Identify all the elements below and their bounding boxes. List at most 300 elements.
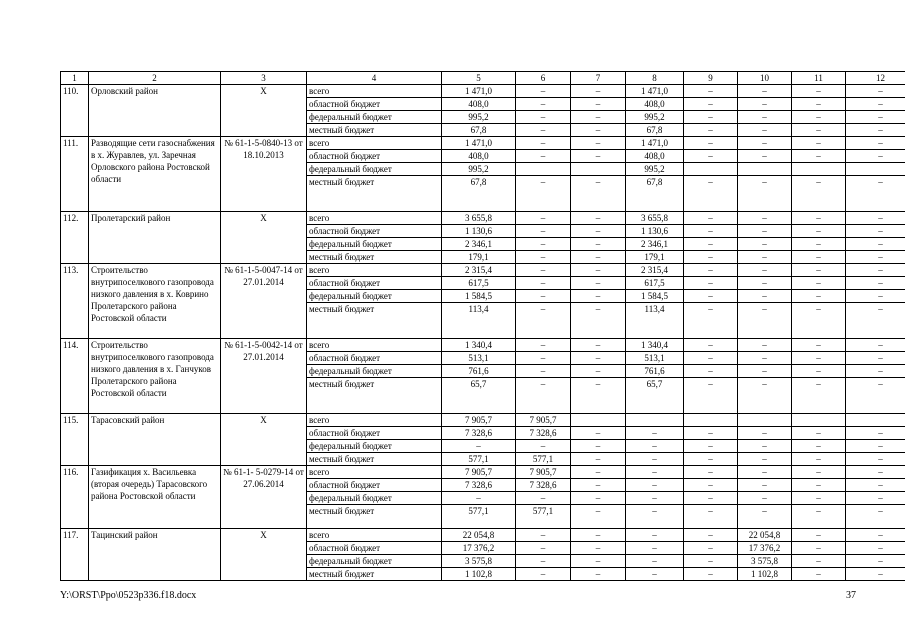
amount-cell: –: [516, 111, 571, 124]
funding-source: местный бюджет: [307, 303, 442, 339]
amount-cell: –: [684, 352, 738, 365]
funding-source: местный бюджет: [307, 251, 442, 264]
table-body: [61, 72, 905, 581]
amount-cell: 408,0: [626, 98, 684, 111]
amount-cell: –: [516, 150, 571, 163]
row-number: 115.: [61, 414, 89, 466]
row-number: 112.: [61, 212, 89, 264]
amount-cell: –: [738, 238, 792, 251]
amount-cell: –: [792, 365, 846, 378]
amount-cell: –: [684, 440, 738, 453]
object-name: Тацинский район: [89, 529, 221, 581]
amount-cell: 513,1: [626, 352, 684, 365]
row-number: 116.: [61, 466, 89, 529]
funding-source: всего: [307, 264, 442, 277]
amount-cell: [792, 163, 846, 176]
funding-source: областной бюджет: [307, 277, 442, 290]
amount-cell: –: [792, 124, 846, 137]
amount-cell: –: [792, 440, 846, 453]
amount-cell: 1 340,4: [626, 339, 684, 352]
funding-source: федеральный бюджет: [307, 492, 442, 505]
amount-cell: –: [571, 555, 626, 568]
funding-source: федеральный бюджет: [307, 440, 442, 453]
funding-source: областной бюджет: [307, 542, 442, 555]
amount-cell: –: [738, 453, 792, 466]
funding-source: областной бюджет: [307, 150, 442, 163]
amount-cell: –: [684, 479, 738, 492]
column-number: 9: [684, 72, 738, 85]
column-number: 4: [307, 72, 442, 85]
funding-source: местный бюджет: [307, 505, 442, 529]
amount-cell: –: [626, 555, 684, 568]
amount-cell: –: [684, 453, 738, 466]
amount-cell: 22 054,8: [442, 529, 516, 542]
amount-cell: –: [684, 111, 738, 124]
amount-cell: –: [792, 339, 846, 352]
amount-cell: 1 102,8: [442, 568, 516, 581]
footer-file-path: Y:\ORST\Ppo\0523p336.f18.docx: [60, 590, 197, 601]
amount-cell: 65,7: [626, 378, 684, 414]
amount-cell: –: [738, 111, 792, 124]
amount-cell: –: [571, 290, 626, 303]
amount-cell: –: [846, 212, 905, 225]
amount-cell: –: [516, 365, 571, 378]
amount-cell: –: [516, 568, 571, 581]
column-number: 2: [89, 72, 221, 85]
amount-cell: –: [684, 264, 738, 277]
table-row: [61, 137, 905, 150]
funding-source: всего: [307, 339, 442, 352]
amount-cell: 577,1: [442, 505, 516, 529]
column-number: 6: [516, 72, 571, 85]
amount-cell: –: [571, 365, 626, 378]
amount-cell: –: [846, 352, 905, 365]
row-number: 111.: [61, 137, 89, 212]
amount-cell: –: [738, 303, 792, 339]
amount-cell: [738, 414, 792, 427]
amount-cell: 67,8: [626, 124, 684, 137]
amount-cell: –: [846, 150, 905, 163]
table-row: [61, 85, 905, 98]
document-ref: Х: [221, 212, 307, 264]
amount-cell: –: [626, 505, 684, 529]
amount-cell: –: [626, 453, 684, 466]
amount-cell: 577,1: [516, 505, 571, 529]
amount-cell: –: [516, 440, 571, 453]
amount-cell: –: [684, 212, 738, 225]
table-row: [61, 264, 905, 277]
amount-cell: –: [684, 492, 738, 505]
amount-cell: –: [846, 427, 905, 440]
amount-cell: 2 315,4: [442, 264, 516, 277]
table-row: [61, 339, 905, 352]
amount-cell: [792, 414, 846, 427]
amount-cell: –: [516, 339, 571, 352]
amount-cell: –: [684, 137, 738, 150]
amount-cell: –: [846, 238, 905, 251]
amount-cell: –: [571, 352, 626, 365]
amount-cell: –: [571, 479, 626, 492]
amount-cell: 67,8: [626, 176, 684, 212]
document-ref: № 61-1-5-0840-13 от 18.10.2013: [221, 137, 307, 212]
amount-cell: 67,8: [442, 124, 516, 137]
amount-cell: –: [738, 505, 792, 529]
amount-cell: –: [846, 98, 905, 111]
funding-source: всего: [307, 85, 442, 98]
amount-cell: –: [516, 378, 571, 414]
amount-cell: –: [684, 238, 738, 251]
amount-cell: –: [738, 225, 792, 238]
amount-cell: 7 328,6: [516, 479, 571, 492]
amount-cell: [738, 163, 792, 176]
funding-source: областной бюджет: [307, 427, 442, 440]
amount-cell: –: [738, 277, 792, 290]
amount-cell: –: [846, 568, 905, 581]
amount-cell: –: [571, 212, 626, 225]
amount-cell: 995,2: [626, 111, 684, 124]
amount-cell: –: [516, 212, 571, 225]
amount-cell: –: [846, 251, 905, 264]
amount-cell: –: [684, 176, 738, 212]
amount-cell: –: [846, 505, 905, 529]
amount-cell: –: [571, 85, 626, 98]
amount-cell: 617,5: [626, 277, 684, 290]
funding-source: федеральный бюджет: [307, 163, 442, 176]
amount-cell: –: [738, 212, 792, 225]
funding-source: всего: [307, 529, 442, 542]
amount-cell: –: [738, 339, 792, 352]
column-number-row: [61, 72, 905, 85]
amount-cell: –: [516, 290, 571, 303]
document-ref: № 61-1-5-0047-14 от 27.01.2014: [221, 264, 307, 339]
amount-cell: –: [684, 378, 738, 414]
amount-cell: [626, 414, 684, 427]
amount-cell: –: [738, 492, 792, 505]
amount-cell: –: [571, 264, 626, 277]
amount-cell: –: [626, 529, 684, 542]
amount-cell: –: [792, 568, 846, 581]
amount-cell: 2 346,1: [442, 238, 516, 251]
amount-cell: –: [792, 212, 846, 225]
amount-cell: –: [442, 492, 516, 505]
amount-cell: –: [738, 352, 792, 365]
amount-cell: 577,1: [442, 453, 516, 466]
amount-cell: –: [684, 365, 738, 378]
document-ref: Х: [221, 414, 307, 466]
amount-cell: –: [738, 176, 792, 212]
funding-source: областной бюджет: [307, 352, 442, 365]
object-name: Строительство внутрипоселкового газопровода низкого давления в х. Коврино Пролетарского района Ростовской области: [89, 264, 221, 339]
amount-cell: 7 328,6: [516, 427, 571, 440]
amount-cell: 113,4: [626, 303, 684, 339]
amount-cell: –: [846, 303, 905, 339]
funding-source: местный бюджет: [307, 453, 442, 466]
amount-cell: –: [684, 290, 738, 303]
amount-cell: –: [792, 137, 846, 150]
amount-cell: –: [846, 492, 905, 505]
amount-cell: –: [571, 225, 626, 238]
amount-cell: 1 102,8: [738, 568, 792, 581]
amount-cell: 3 575,8: [442, 555, 516, 568]
amount-cell: –: [846, 378, 905, 414]
amount-cell: –: [846, 529, 905, 542]
amount-cell: –: [846, 542, 905, 555]
amount-cell: –: [846, 277, 905, 290]
amount-cell: [846, 414, 905, 427]
row-number: 113.: [61, 264, 89, 339]
budget-table: [60, 71, 905, 581]
funding-source: федеральный бюджет: [307, 238, 442, 251]
amount-cell: –: [571, 466, 626, 479]
amount-cell: –: [442, 440, 516, 453]
amount-cell: 1 584,5: [442, 290, 516, 303]
amount-cell: –: [738, 85, 792, 98]
amount-cell: –: [516, 176, 571, 212]
amount-cell: –: [738, 137, 792, 150]
amount-cell: –: [738, 479, 792, 492]
object-name: Пролетарский район: [89, 212, 221, 264]
amount-cell: –: [626, 568, 684, 581]
amount-cell: –: [846, 264, 905, 277]
document-ref: Х: [221, 85, 307, 137]
amount-cell: –: [846, 225, 905, 238]
amount-cell: 1 471,0: [626, 85, 684, 98]
amount-cell: –: [684, 85, 738, 98]
funding-source: федеральный бюджет: [307, 555, 442, 568]
amount-cell: 577,1: [516, 453, 571, 466]
column-number: 11: [792, 72, 846, 85]
amount-cell: 3 655,8: [442, 212, 516, 225]
amount-cell: –: [792, 378, 846, 414]
amount-cell: –: [571, 277, 626, 290]
column-number: 5: [442, 72, 516, 85]
amount-cell: –: [684, 505, 738, 529]
amount-cell: –: [684, 251, 738, 264]
amount-cell: –: [846, 290, 905, 303]
amount-cell: –: [846, 466, 905, 479]
amount-cell: –: [738, 150, 792, 163]
amount-cell: –: [792, 529, 846, 542]
amount-cell: –: [571, 176, 626, 212]
amount-cell: 2 346,1: [626, 238, 684, 251]
amount-cell: 7 905,7: [516, 414, 571, 427]
amount-cell: –: [684, 225, 738, 238]
amount-cell: 67,8: [442, 176, 516, 212]
funding-source: всего: [307, 212, 442, 225]
amount-cell: –: [738, 98, 792, 111]
amount-cell: –: [792, 150, 846, 163]
amount-cell: –: [516, 238, 571, 251]
amount-cell: –: [516, 492, 571, 505]
amount-cell: –: [738, 290, 792, 303]
amount-cell: –: [626, 492, 684, 505]
amount-cell: –: [792, 176, 846, 212]
amount-cell: –: [571, 111, 626, 124]
amount-cell: –: [626, 466, 684, 479]
amount-cell: –: [792, 303, 846, 339]
table-row: [61, 212, 905, 225]
amount-cell: –: [792, 238, 846, 251]
table-row: [61, 414, 905, 427]
amount-cell: 513,1: [442, 352, 516, 365]
amount-cell: –: [792, 427, 846, 440]
amount-cell: –: [571, 137, 626, 150]
amount-cell: –: [571, 542, 626, 555]
column-number: 3: [221, 72, 307, 85]
funding-source: всего: [307, 414, 442, 427]
funding-source: федеральный бюджет: [307, 365, 442, 378]
funding-source: местный бюджет: [307, 124, 442, 137]
amount-cell: 7 905,7: [516, 466, 571, 479]
amount-cell: –: [516, 85, 571, 98]
amount-cell: –: [792, 555, 846, 568]
amount-cell: –: [738, 365, 792, 378]
amount-cell: –: [738, 378, 792, 414]
amount-cell: 1 471,0: [626, 137, 684, 150]
amount-cell: 995,2: [442, 163, 516, 176]
amount-cell: –: [684, 529, 738, 542]
amount-cell: [571, 414, 626, 427]
object-name: Разводящие сети газоснабжения в х. Журавлев, ул. Заречная Орловского района Ростовской области: [89, 137, 221, 212]
amount-cell: 3 575,8: [738, 555, 792, 568]
column-number: 8: [626, 72, 684, 85]
amount-cell: –: [846, 440, 905, 453]
amount-cell: 113,4: [442, 303, 516, 339]
amount-cell: –: [516, 251, 571, 264]
amount-cell: –: [846, 339, 905, 352]
amount-cell: –: [792, 290, 846, 303]
amount-cell: –: [738, 440, 792, 453]
document-ref: Х: [221, 529, 307, 581]
amount-cell: 995,2: [626, 163, 684, 176]
amount-cell: –: [516, 264, 571, 277]
amount-cell: –: [626, 542, 684, 555]
amount-cell: 617,5: [442, 277, 516, 290]
funding-source: областной бюджет: [307, 98, 442, 111]
amount-cell: –: [738, 124, 792, 137]
funding-source: местный бюджет: [307, 176, 442, 212]
amount-cell: 179,1: [442, 251, 516, 264]
object-name: Орловский район: [89, 85, 221, 137]
amount-cell: –: [571, 98, 626, 111]
amount-cell: –: [684, 466, 738, 479]
amount-cell: 22 054,8: [738, 529, 792, 542]
amount-cell: 7 328,6: [442, 479, 516, 492]
amount-cell: –: [571, 238, 626, 251]
amount-cell: –: [516, 98, 571, 111]
amount-cell: –: [792, 466, 846, 479]
amount-cell: 17 376,2: [738, 542, 792, 555]
amount-cell: –: [571, 339, 626, 352]
amount-cell: 1 471,0: [442, 85, 516, 98]
amount-cell: 408,0: [442, 98, 516, 111]
amount-cell: 408,0: [626, 150, 684, 163]
amount-cell: 65,7: [442, 378, 516, 414]
amount-cell: 3 655,8: [626, 212, 684, 225]
amount-cell: –: [792, 492, 846, 505]
table-row: [61, 529, 905, 542]
amount-cell: –: [846, 137, 905, 150]
amount-cell: –: [516, 352, 571, 365]
amount-cell: –: [792, 505, 846, 529]
amount-cell: –: [792, 352, 846, 365]
amount-cell: 179,1: [626, 251, 684, 264]
row-number: 117.: [61, 529, 89, 581]
amount-cell: –: [516, 124, 571, 137]
amount-cell: –: [792, 251, 846, 264]
amount-cell: –: [516, 529, 571, 542]
amount-cell: –: [792, 264, 846, 277]
amount-cell: –: [571, 453, 626, 466]
amount-cell: –: [792, 111, 846, 124]
amount-cell: –: [684, 98, 738, 111]
amount-cell: –: [571, 251, 626, 264]
amount-cell: –: [571, 440, 626, 453]
column-number: 12: [846, 72, 905, 85]
amount-cell: –: [571, 529, 626, 542]
funding-source: областной бюджет: [307, 225, 442, 238]
amount-cell: –: [846, 85, 905, 98]
amount-cell: –: [792, 479, 846, 492]
amount-cell: 7 328,6: [442, 427, 516, 440]
amount-cell: –: [738, 466, 792, 479]
amount-cell: –: [684, 339, 738, 352]
amount-cell: 1 471,0: [442, 137, 516, 150]
amount-cell: –: [792, 453, 846, 466]
amount-cell: –: [684, 277, 738, 290]
amount-cell: –: [684, 303, 738, 339]
amount-cell: –: [516, 303, 571, 339]
column-number: 7: [571, 72, 626, 85]
amount-cell: –: [571, 150, 626, 163]
amount-cell: –: [792, 225, 846, 238]
amount-cell: [516, 163, 571, 176]
funding-source: федеральный бюджет: [307, 111, 442, 124]
amount-cell: –: [684, 427, 738, 440]
amount-cell: –: [738, 427, 792, 440]
amount-cell: –: [684, 150, 738, 163]
funding-source: всего: [307, 137, 442, 150]
object-name: Газификация х. Васильевка (вторая очередь) Тарасовского района Ростовской области: [89, 466, 221, 529]
amount-cell: 2 315,4: [626, 264, 684, 277]
object-name: Строительство внутрипоселкового газопровода низкого давления в х. Ганчуков Пролетарского района Ростовской области: [89, 339, 221, 414]
row-number: 114.: [61, 339, 89, 414]
amount-cell: –: [571, 124, 626, 137]
amount-cell: 1 130,6: [442, 225, 516, 238]
footer-page-number: 37: [846, 590, 856, 601]
column-number: 10: [738, 72, 792, 85]
amount-cell: –: [792, 98, 846, 111]
amount-cell: –: [684, 568, 738, 581]
amount-cell: –: [738, 264, 792, 277]
amount-cell: –: [846, 479, 905, 492]
amount-cell: 761,6: [626, 365, 684, 378]
amount-cell: [571, 163, 626, 176]
row-number: 110.: [61, 85, 89, 137]
amount-cell: 761,6: [442, 365, 516, 378]
amount-cell: 7 905,7: [442, 414, 516, 427]
amount-cell: –: [792, 85, 846, 98]
amount-cell: –: [846, 453, 905, 466]
amount-cell: 1 340,4: [442, 339, 516, 352]
amount-cell: –: [516, 137, 571, 150]
amount-cell: –: [684, 555, 738, 568]
amount-cell: –: [846, 176, 905, 212]
document-ref: № 61-1- 5-0279-14 от 27.06.2014: [221, 466, 307, 529]
amount-cell: 1 130,6: [626, 225, 684, 238]
amount-cell: –: [738, 251, 792, 264]
funding-source: местный бюджет: [307, 568, 442, 581]
